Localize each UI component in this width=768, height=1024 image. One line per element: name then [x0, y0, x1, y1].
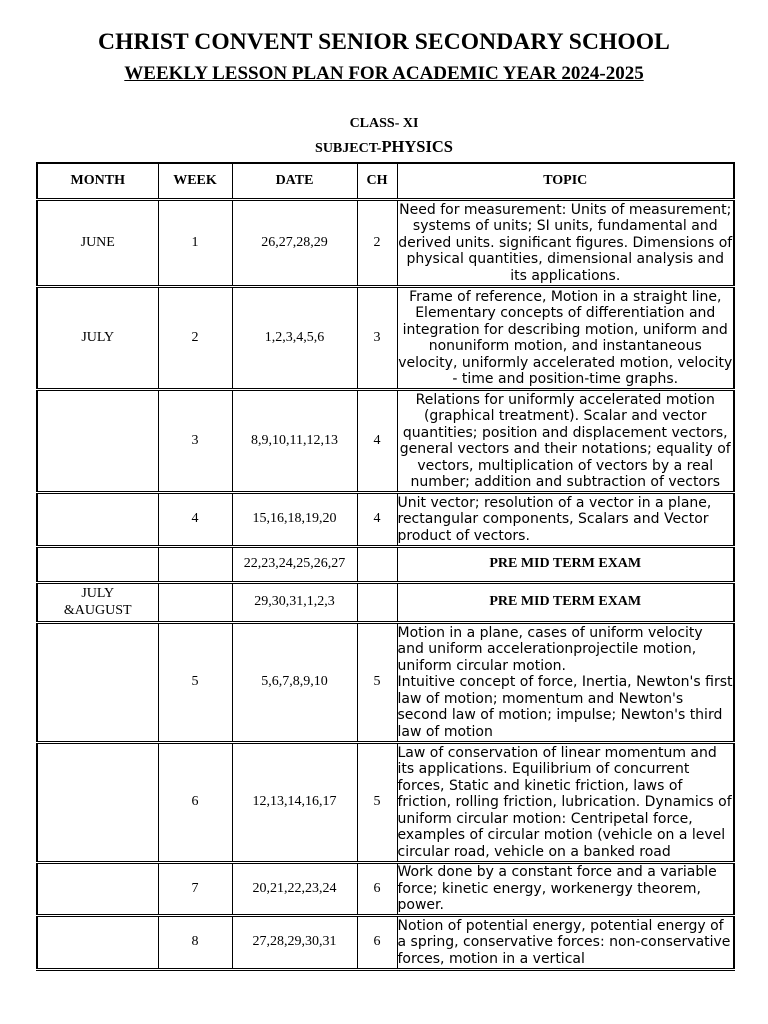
date-cell: 8,9,10,11,12,13 — [232, 390, 357, 493]
chapter-cell — [357, 547, 397, 583]
week-cell: 5 — [158, 623, 232, 743]
table-row — [37, 287, 734, 390]
table-row — [37, 390, 734, 493]
week-cell: 1 — [158, 200, 232, 287]
month-cell — [37, 493, 158, 547]
column-header-week: WEEK — [158, 163, 232, 200]
topic-cell: Need for measurement: Units of measurement; systems of units; SI units, fundamental and derived units. significant figures. Dimensions of physical quantities, dimensional analysis and its applications. — [397, 200, 734, 287]
column-header-date: DATE — [232, 163, 357, 200]
table-row — [37, 493, 734, 547]
lesson-plan-table — [36, 162, 735, 971]
chapter-cell: 6 — [357, 916, 397, 970]
chapter-cell: 6 — [357, 863, 397, 916]
chapter-cell — [357, 583, 397, 623]
topic-cell — [397, 623, 734, 743]
column-header-topic: TOPIC — [397, 163, 734, 200]
week-cell: 7 — [158, 863, 232, 916]
week-cell — [158, 547, 232, 583]
subject-label — [0, 137, 768, 157]
month-cell: JULY — [37, 287, 158, 390]
school-name: CHRIST CONVENT SENIOR SECONDARY SCHOOL — [98, 29, 670, 55]
topic-cell: Frame of reference, Motion in a straight line, Elementary concepts of differentiation and integration for describing motion, uniform and nonuniform motion, and instantaneous velocity, uniformly accelerated motion, velocity - time and position-time graphs. — [397, 287, 734, 390]
column-header-ch: CH — [357, 163, 397, 200]
chapter-cell: 3 — [357, 287, 397, 390]
topic-text: Motion in a plane, cases of uniform velocity and uniform accelerationprojectile motion, uniform circular motion. Intuitive concept of force, Inertia, Newton's first law of motion; momentum and Newton's second law of motion; impulse; Newton's third law of motion — [397, 624, 733, 740]
topic-cell: Work done by a constant force and a variable force; kinetic energy, workenergy theorem, power. — [397, 863, 734, 916]
date-cell: 27,28,29,30,31 — [232, 916, 357, 970]
week-cell — [158, 583, 232, 623]
week-cell: 3 — [158, 390, 232, 493]
table-row — [37, 743, 734, 863]
week-cell: 6 — [158, 743, 232, 863]
date-cell: 15,16,18,19,20 — [232, 493, 357, 547]
column-header-month: MONTH — [37, 163, 158, 200]
month-cell — [37, 743, 158, 863]
month-cell — [37, 583, 158, 623]
chapter-cell: 5 — [357, 623, 397, 743]
topic-cell: Relations for uniformly accelerated motion (graphical treatment). Scalar and vector quantities; position and displacement vectors, general vectors and their notations; equality of vectors, multiplication of vectors by a real number; addition and subtraction of vectors — [397, 390, 734, 493]
table-row — [37, 863, 734, 916]
date-cell: 29,30,31,1,2,3 — [232, 583, 357, 623]
month-cell — [37, 916, 158, 970]
chapter-cell: 5 — [357, 743, 397, 863]
week-cell: 8 — [158, 916, 232, 970]
week-cell: 2 — [158, 287, 232, 390]
table-header-row — [37, 163, 734, 200]
table-row — [37, 200, 734, 287]
date-cell: 12,13,14,16,17 — [232, 743, 357, 863]
month-cell — [37, 547, 158, 583]
table-row — [37, 623, 734, 743]
date-cell: 26,27,28,29 — [232, 200, 357, 287]
month-cell — [37, 623, 158, 743]
date-cell: 5,6,7,8,9,10 — [232, 623, 357, 743]
month-cell: JUNE — [37, 200, 158, 287]
chapter-cell: 4 — [357, 390, 397, 493]
table-row — [37, 547, 734, 583]
date-cell: 1,2,3,4,5,6 — [232, 287, 357, 390]
chapter-cell: 4 — [357, 493, 397, 547]
lesson-plan-title: WEEKLY LESSON PLAN FOR ACADEMIC YEAR 2024-2025 — [124, 63, 644, 84]
table-row — [37, 916, 734, 970]
subject-value: PHYSICS — [381, 137, 453, 156]
chapter-cell: 2 — [357, 200, 397, 287]
topic-cell: Unit vector; resolution of a vector in a plane, rectangular components, Scalars and Vector product of vectors. — [397, 493, 734, 547]
date-cell: 20,21,22,23,24 — [232, 863, 357, 916]
topic-cell: Notion of potential energy, potential energy of a spring, conservative forces: non-conservative forces, motion in a vertical — [397, 916, 734, 970]
month-cell — [37, 863, 158, 916]
week-cell: 4 — [158, 493, 232, 547]
date-cell: 22,23,24,25,26,27 — [232, 547, 357, 583]
exam-topic-cell: PRE MID TERM EXAM — [397, 583, 734, 623]
table-row — [37, 583, 734, 623]
subject-prefix: SUBJECT- — [315, 141, 382, 156]
class-label: CLASS- XI — [349, 116, 419, 131]
month-text: JULY &AUGUST — [63, 586, 132, 618]
month-cell — [37, 390, 158, 493]
exam-topic-cell: PRE MID TERM EXAM — [397, 547, 734, 583]
topic-cell: Law of conservation of linear momentum and its applications. Equilibrium of concurrent forces, Static and kinetic friction, laws of friction, rolling friction, lubrication. Dynamics of uniform circular motion: Centripetal force, examples of circular motion (vehicle on a level circular road, vehicle on a banked road — [397, 743, 734, 863]
